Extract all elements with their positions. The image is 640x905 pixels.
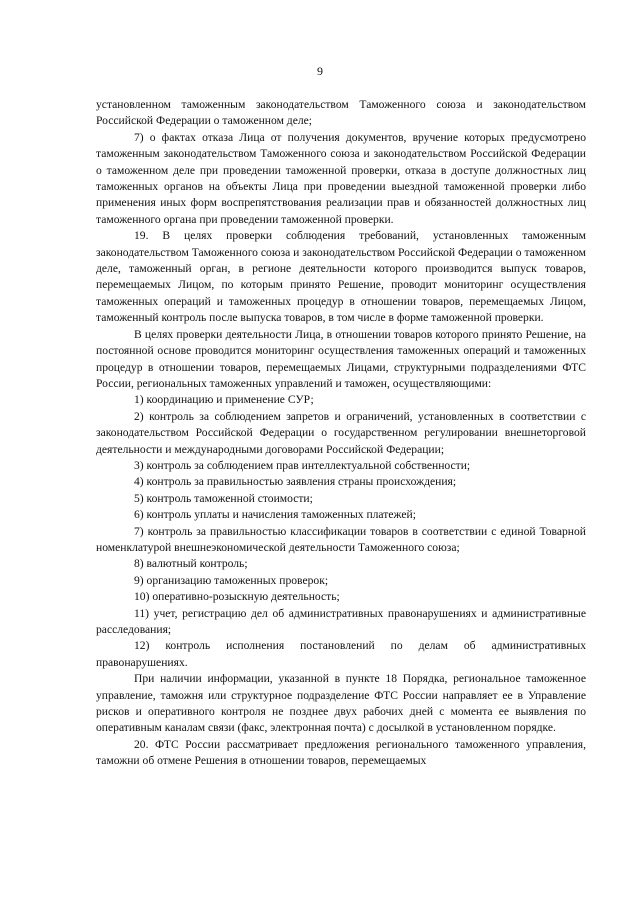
list-item-6: 6) контроль уплаты и начисления таможенных платежей; bbox=[134, 508, 416, 522]
list-item-11: 11) учет, регистрацию дел об административных правонарушениях и административные расследования; bbox=[96, 606, 586, 636]
list-item-7: 7) контроль за правильностью классификации товаров в соответствии с единой Товарной номенклатурой внешнеэкономической деятельности Таможенного союза; bbox=[96, 524, 586, 554]
page-number: 9 bbox=[317, 64, 323, 78]
list-item-4: 4) контроль за правильностью заявления страны происхождения; bbox=[134, 475, 457, 489]
list-item-5: 5) контроль таможенной стоимости; bbox=[134, 491, 313, 505]
paragraph-information-handling: При наличии информации, указанной в пункте 18 Порядка, региональное таможенное управление, таможня или структурное подразделение ФТС России направляет ее в Управление рисков и оперативного контроля не позднее двух рабочих дней с момента ее выявления по оперативным каналам связи (факс, электронная почта) с досылкой в установленном порядке. bbox=[96, 672, 586, 735]
paragraph-monitoring-intro: В целях проверки деятельности Лица, в отношении товаров которого принято Решение, на постоянной основе проводится мониторинг осуществления таможенных операций и таможенных процедур в отношении товаров, перемещаемых Лицами, структурными подразделениями ФТС России, региональных таможенных управлений и таможен, осуществляющими: bbox=[96, 327, 586, 390]
document-body bbox=[96, 97, 586, 770]
list-item-3: 3) контроль за соблюдением прав интеллектуальной собственности; bbox=[134, 458, 471, 472]
paragraph-clause-20: 20. ФТС России рассматривает предложения регионального таможенного управления, таможни об отмене Решения в отношении товаров, перемещаемых bbox=[96, 737, 586, 768]
list-item-1: 1) координацию и применение СУР; bbox=[134, 393, 314, 407]
paragraph-clause-19: 19. В целях проверки соблюдения требований, установленных таможенным законодательством Таможенного союза и законодательством Российской Федерации о таможенном деле, таможенный орган, в регионе деятельности которого производится выпуск товаров, перемещаемых Лицом, по которым принято Решение, проводит мониторинг осуществления таможенных операций и таможенных процедур в отношении товаров, перемещаемых Лицом, таможенный контроль после выпуска товаров, в том числе в форме таможенной проверки. bbox=[96, 229, 586, 325]
list-item-10: 10) оперативно-розыскную деятельность; bbox=[134, 590, 340, 604]
list-item-8: 8) валютный контроль; bbox=[134, 557, 248, 571]
list-item-9: 9) организацию таможенных проверок; bbox=[134, 573, 329, 587]
list-item-2: 2) контроль за соблюдением запретов и ограничений, установленных в соответствии с законодательством Российской Федерации о государственном регулировании внешнеторговой деятельности и международными договорами Российской Федерации; bbox=[96, 409, 586, 456]
paragraph-continuation: установленном таможенным законодательством Таможенного союза и законодательством Российской Федерации о таможенном деле; bbox=[96, 98, 586, 128]
paragraph-item-7: 7) о фактах отказа Лица от получения документов, вручение которых предусмотрено таможенным законодательством Таможенного союза и законодательством Российской Федерации о таможенном деле при проведении таможенной проверки, отказа в доступе должностных лиц таможенных органов на объекты Лица при проведении выездной таможенной проверки либо применения иных форм воспрепятствования реализации прав и обязанностей должностных лиц таможенного органа при проведении таможенной проверки. bbox=[96, 130, 586, 226]
list-item-12: 12) контроль исполнения постановлений по делам об административных правонарушениях. bbox=[96, 639, 586, 669]
